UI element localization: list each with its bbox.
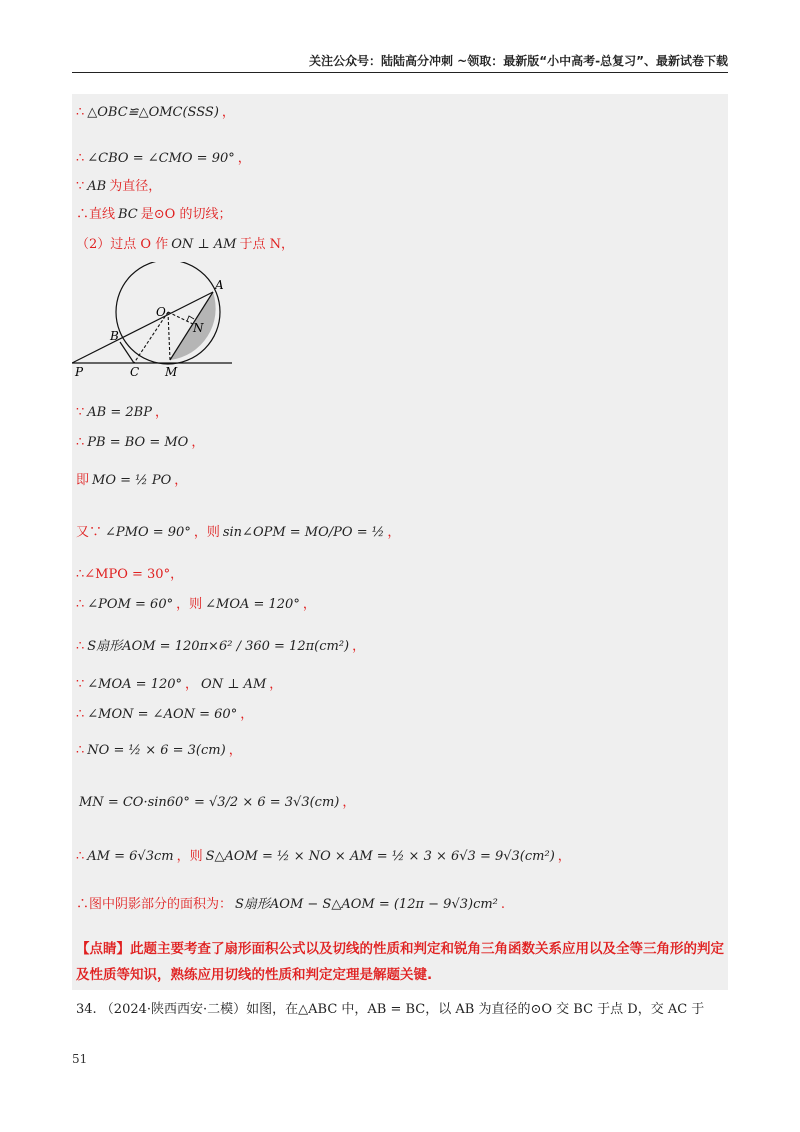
solution-line-16: MN = CO·sin60° = √3/2 × 6 = 3√3(cm) ， (79, 795, 356, 810)
label-o: O (156, 305, 166, 319)
page-number: 51 (72, 1052, 88, 1066)
solution-line-12: ∴ S扇形AOM = 120π×6² / 360 = 12π(cm²) ， (76, 639, 366, 654)
solution-line-1: ∴ △OBC≌△OMC(SSS) ， (76, 105, 235, 120)
label-b: B (110, 329, 119, 343)
solution-line-7: ∴ PB = BO = MO ， (76, 435, 205, 450)
tip-note: 【点睛】此题主要考查了扇形面积公式以及切线的性质和判定和锐角三角函数关系应用以及全等三角形的判定及性质等知识，熟练应用切线的性质和判定定理是解题关键. (76, 941, 724, 983)
solution-line-5: （2）过点 O 作 ON ⊥ AM 于点 N， (76, 237, 294, 252)
solution-line-2: ∴ ∠CBO = ∠CMO = 90° ， (76, 151, 251, 166)
geometry-figure (72, 262, 242, 382)
solution-line-18: ∴图中阴影部分的面积为： S扇形AOM − S△AOM = (12π − 9√3)cm² . (76, 897, 506, 912)
line-on (168, 312, 193, 324)
solution-line-13: ∵ ∠MOA = 120° ， ON ⊥ AM ， (76, 677, 283, 692)
line-oc (134, 312, 168, 363)
question-34: 34. （2024·陕西西安·二模）如图，在△ABC 中，AB = BC，以 AB 为直径的⊙O 交 BC 于点 D，交 AC 于 (76, 1002, 705, 1017)
solution-line-17: ∴ AM = 6√3cm ，则 S△AOM = ½ × NO × AM = ½ × 3 × 6√3 = 9√3(cm²) ， (76, 849, 571, 864)
solution-line-4: ∴直线 BC 是⊙O 的切线； (76, 207, 232, 222)
solution-line-8: 即 MO = ½ PO ， (76, 473, 188, 488)
solution-line-11: ∴ ∠POM = 60° ，则 ∠MOA = 120° ， (76, 597, 316, 612)
label-a: A (215, 278, 224, 292)
label-p: P (75, 365, 84, 379)
solution-line-3: ∵ AB 为直径， (76, 179, 162, 194)
line-om (168, 312, 170, 360)
label-m: M (165, 365, 178, 379)
label-c: C (130, 365, 140, 379)
solution-line-6: ∵ AB = 2BP ， (76, 405, 168, 420)
solution-line-14: ∴ ∠MON = ∠AON = 60° ， (76, 707, 254, 722)
solution-line-15: ∴ NO = ½ × 6 = 3(cm) ， (76, 743, 242, 758)
header-divider (72, 72, 728, 73)
label-n: N (193, 321, 204, 335)
line-cb (120, 342, 134, 363)
solution-line-10: ∴∠MPO = 30°， (76, 567, 184, 582)
page-header: 关注公众号：陆陆高分冲刺 ~领取：最新版“小中高考-总复习”、最新试卷下载 (309, 54, 728, 68)
solution-line-9: 又∵ ∠PMO = 90° ，则 sin∠OPM = MO/PO = ½ ， (76, 525, 401, 540)
